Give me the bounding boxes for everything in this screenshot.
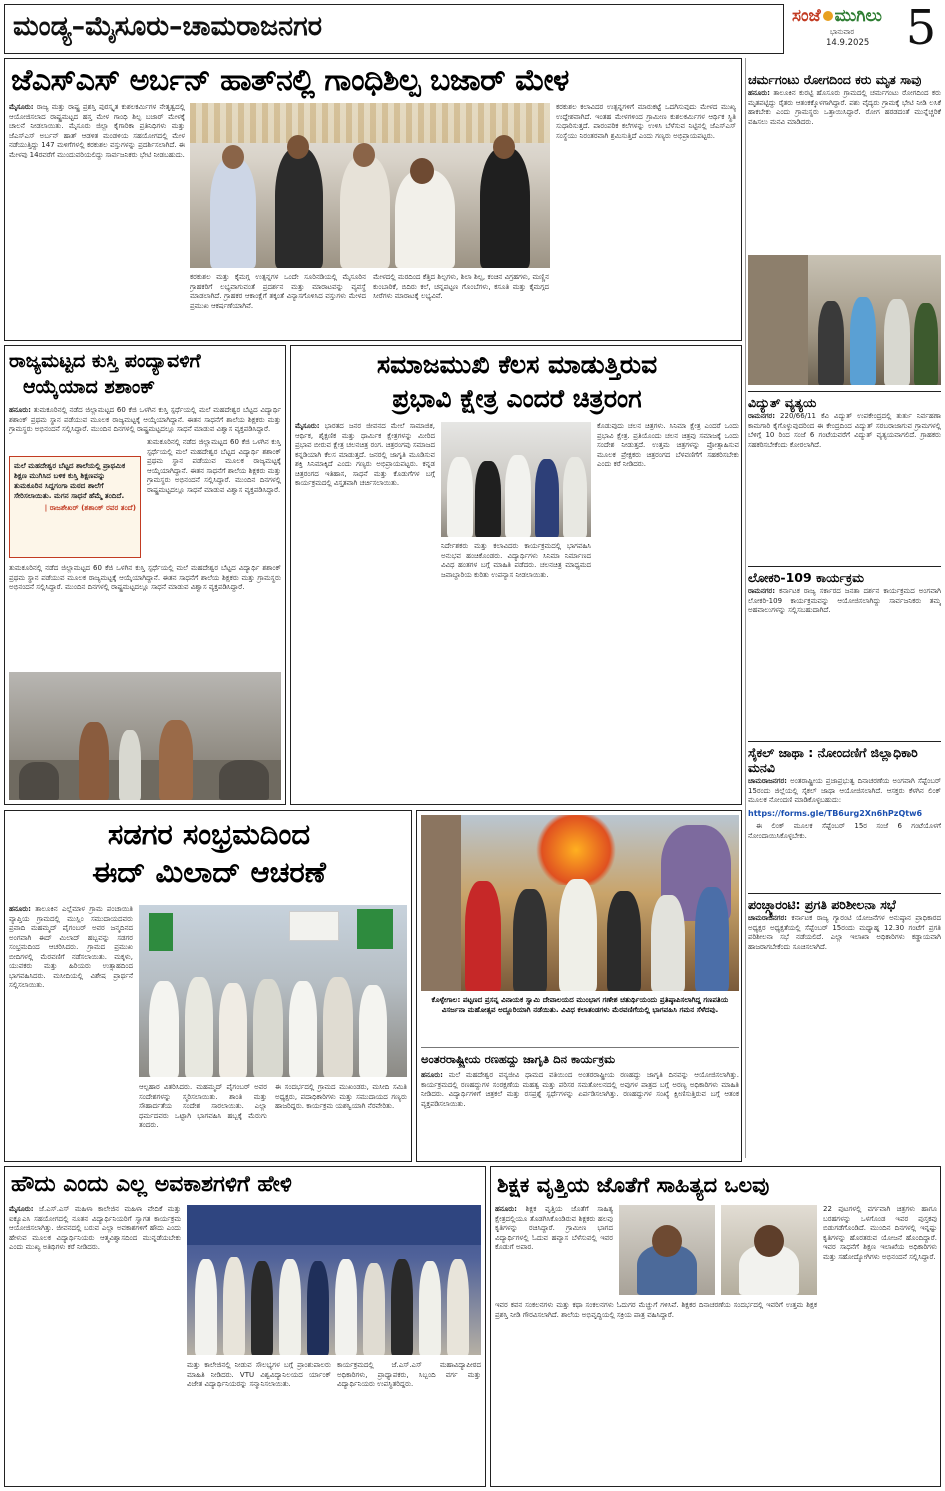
issue-date: 14.9.2025 [826, 38, 870, 48]
photo-teacher-portrait-2 [721, 1205, 817, 1295]
photo-villagers-with-dead-calf [748, 255, 941, 385]
body-text: ತುಮಕೂರಿನಲ್ಲಿ ನಡೆದ ಜಿಲ್ಲಾಮಟ್ಟದ 60 ಕೆಜಿ ಒಳಗಿನ ಕುಸ್ತಿ ಸ್ಪರ್ಧೆಯಲ್ಲಿ ಮಲೆ ಮಹದೇಶ್ವರ ಬೆಟ್ಟದ ವಿದ್ಯಾರ್ಥಿ ಶಶಾಂಕ್ ಪ್ರಥಮ ಸ್ಥಾನ ಪಡೆಯುವ ಮೂಲಕ ರಾಜ್ಯಮಟ್ಟಕ್ಕೆ ಆಯ್ಕೆಯಾಗಿದ್ದಾನೆ. ಈತನ ಸಾಧನೆಗೆ ಶಾಲೆಯ ಶಿಕ್ಷಕರು ಮತ್ತು ಗ್ರಾಮಸ್ಥರು ಅಭಿನಂದನೆ ಸಲ್ಲಿಸಿದ್ದಾರೆ. ಮುಂದಿನ ದಿನಗಳಲ್ಲಿ ರಾಷ್ಟ್ರಮಟ್ಟದಲ್ಲೂ ಸಾಧನೆ ಮಾಡುವ ವಿಶ್ವಾಸ ವ್ಯಕ್ತಪಡಿಸಿದ್ದಾರೆ. [9, 564, 281, 591]
story-eid-milad [4, 810, 412, 1162]
headline: ಅಂತರರಾಷ್ಟ್ರೀಯ ರಣಹದ್ದು ಜಾಗೃತಿ ದಿನ ಕಾರ್ಯಕ್ರಮ [421, 1052, 616, 1066]
story-col-2 [139, 1083, 267, 1157]
registration-link[interactable]: https://forms.gle/TB6urg2Xn6hPzQtw6 [748, 808, 923, 818]
story-col-2 [190, 273, 366, 337]
dateline: ರಾಮನಗರ: [748, 412, 776, 420]
body-text: ಭಾರತದ ಜನರ ಜೀವನದ ಮೇಲೆ ಸಾಮಾಜಿಕ, ಆರ್ಥಿಕ, ಶೈಕ್ಷಣಿಕ ಮತ್ತು ಧಾರ್ಮಿಕ ಕ್ಷೇತ್ರಗಳನ್ನು ಮೀರಿದ ಪ್ರಭಾವ ಬೀರುವ ಕ್ಷೇತ್ರ ಚಲನಚಿತ್ರ ರಂಗ. ಚಿತ್ರರಂಗವು ಸಮಾಜದ ಕನ್ನಡಿಯಾಗಿ ಕೆಲಸ ಮಾಡುತ್ತದೆ. ಜನರಲ್ಲಿ ಜಾಗೃತಿ ಮೂಡಿಸುವ ಶಕ್ತಿ ಸಿನಿಮಾಕ್ಕಿದೆ ಎಂದು ಗಣ್ಯರು ಅಭಿಪ್ರಾಯಪಟ್ಟರು. ಕನ್ನಡ ಚಿತ್ರರಂಗದ ಇತಿಹಾಸ, ಸಾಧನೆ ಮತ್ತು ಕೊಡುಗೆಗಳ ಬಗ್ಗೆ ಕಾರ್ಯಕ್ರಮದಲ್ಲಿ ವಿಸ್ತೃತವಾಗಿ ಚರ್ಚಿಸಲಾಯಿತು. [295, 422, 435, 487]
story-body-continued [9, 564, 281, 664]
brand-block [790, 4, 894, 54]
headline-line-2: ಆಯ್ಕೆಯಾದ ಶಶಾಂಕ್ [23, 376, 156, 398]
body-text: ಮಲೆ ಮಹದೇಶ್ವರ ವನ್ಯಜೀವಿ ಧಾಮದ ವತಿಯಿಂದ ಅಂತರರಾಷ್ಟ್ರೀಯ ರಣಹದ್ದು ಜಾಗೃತಿ ದಿನವನ್ನು ಆಯೋಜಿಸಲಾಗಿತ್ತು. ಕಾರ್ಯಕ್ರಮದಲ್ಲಿ ರಣಹದ್ದುಗಳ ಸಂರಕ್ಷಣೆಯ ಮಹತ್ವ ಮತ್ತು ಪರಿಸರ ಸಮತೋಲನದಲ್ಲಿ ಅವುಗಳ ಪಾತ್ರದ ಬಗ್ಗೆ ಅರಣ್ಯ ಅಧಿಕಾರಿಗಳು ಮಾಹಿತಿ ನೀಡಿದರು. ವಿದ್ಯಾರ್ಥಿಗಳಿಗೆ ಚಿತ್ರಕಲೆ ಮತ್ತು ರಸಪ್ರಶ್ನೆ ಸ್ಪರ್ಧೆಗಳನ್ನು ಏರ್ಪಡಿಸಲಾಗಿತ್ತು. ರಣಹದ್ದುಗಳ ಸಂಖ್ಯೆ ಕ್ಷೀಣಿಸುತ್ತಿರುವ ಬಗ್ಗೆ ಆತಂಕ ವ್ಯಕ್ತಪಡಿಸಲಾಯಿತು. [421, 1071, 739, 1108]
headline-line-1: ಸಮಾಜಮುಖಿ ಕೆಲಸ ಮಾಡುತ್ತಿರುವ [376, 350, 658, 379]
body-text: 220/66/11 ಕೆವಿ ವಿದ್ಯುತ್ ಉಪಕೇಂದ್ರದಲ್ಲಿ ತುರ್ತು ನಿರ್ವಹಣಾ ಕಾಮಗಾರಿ ಕೈಗೊಳ್ಳುವುದರಿಂದ ಈ ಕೇಂದ್ರದಿಂದ ವಿದ್ಯುತ್ ಸರಬರಾಜಾಗುವ ಗ್ರಾಮಗಳಲ್ಲಿ ಬೆಳಿಗ್ಗೆ 10 ರಿಂದ ಸಂಜೆ 6 ಗಂಟೆಯವರೆಗೆ ವಿದ್ಯುತ್ ವ್ಯತ್ಯಯವಾಗಲಿದೆ. ಗ್ರಾಹಕರು ಸಹಕರಿಸಬೇಕೆಂದು ಕೋರಲಾಗಿದೆ. [748, 412, 941, 449]
quote-text: ಮಲೆ ಮಹದೇಶ್ವರ ಬೆಟ್ಟದ ಶಾಲೆಯಲ್ಲಿ ಪ್ರಾಥಮಿಕ ಶಿಕ್ಷಣ ಮುಗಿಸಿದ ಬಳಿಕ ಕುಸ್ತಿ ಶಿಕ್ಷಣವನ್ನು ತುಮಕೂರಿನ ಸಿದ್ದಗಂಗಾ ಮಠದ ಶಾಲೆಗೆ ಸೇರಿಸಲಾಯಿತು. ಮಗನ ಸಾಧನೆ ಹೆಮ್ಮೆ ತಂದಿದೆ. [14, 461, 126, 500]
headline [9, 348, 281, 400]
photo-wrestlers [9, 672, 281, 800]
body-text: ನಿರ್ದೇಶಕರು ಮತ್ತು ಕಲಾವಿದರು ಕಾರ್ಯಕ್ರಮದಲ್ಲಿ ಭಾಗವಹಿಸಿ ಅನುಭವ ಹಂಚಿಕೊಂಡರು. ವಿದ್ಯಾರ್ಥಿಗಳು ಸಿನಿಮಾ ನಿರ್ಮಾಣದ ವಿವಿಧ ಹಂತಗಳ ಬಗ್ಗೆ ಮಾಹಿತಿ ಪಡೆದರು. ಚಲನಚಿತ್ರ ಮಾಧ್ಯಮದ ಜವಾಬ್ದಾರಿಯ ಕುರಿತು ಉಪನ್ಯಾಸ ನೀಡಲಾಯಿತು. [441, 542, 591, 579]
body-text: ಕರಕುಶಲ ಕಲಾವಿದರ ಉತ್ಪನ್ನಗಳಿಗೆ ಮಾರುಕಟ್ಟೆ ಒದಗಿಸುವುದು ಮೇಳದ ಮುಖ್ಯ ಉದ್ದೇಶವಾಗಿದೆ. ಇಂತಹ ಮೇಳಗಳಿಂದ ಗ್ರಾಮೀಣ ಕುಶಲಕರ್ಮಿಗಳ ಆರ್ಥಿಕ ಸ್ಥಿತಿ ಸುಧಾರಿಸುತ್ತದೆ. ಪಾರಂಪರಿಕ ಕಲೆಗಳನ್ನು ಉಳಿಸಿ ಬೆಳೆಸುವ ನಿಟ್ಟಿನಲ್ಲಿ ಜೆಎಸ್‌ಎಸ್ ಸಂಸ್ಥೆಯು ನಿರಂತರವಾಗಿ ಶ್ರಮಿಸುತ್ತಿದೆ ಎಂದು ಗಣ್ಯರು ಅಭಿಪ್ರಾಯಪಟ್ಟರು. [556, 103, 736, 140]
headline [295, 348, 739, 416]
dateline: ಚಾಮರಾಜನಗರ: [748, 914, 787, 922]
story-col-3 [823, 1205, 937, 1483]
dateline: ಹನೂರು: [9, 406, 31, 414]
headline: ಜೆಎಸ್‌ಎಸ್ ಅರ್ಬನ್ ಹಾತ್‌ನಲ್ಲಿ ಗಾಂಧಿಶಿಲ್ಪ ಬಜಾರ್ ಮೇಳ [11, 63, 569, 98]
body-text: ಆಲ್ಪಹಾರ ವಿತರಿಸಿದರು. ಮಹಮ್ಮದ್ ಪೈಗಂಬರ್ ಅವರ ಸಂದೇಶಗಳನ್ನು ಸ್ಮರಿಸಲಾಯಿತು. ಶಾಂತಿ ಮತ್ತು ಸೌಹಾರ್ದತೆಯ ಸಂದೇಶ ಸಾರಲಾಯಿತು. ಎಲ್ಲಾ ಧರ್ಮದವರು ಒಟ್ಟಾಗಿ ಭಾಗವಹಿಸಿ ಹಬ್ಬಕ್ಕೆ ಮೆರುಗು ತಂದರು. [139, 1083, 267, 1129]
body-text: ಕಾರ್ಯಕ್ರಮದಲ್ಲಿ ಜೆ.ಎಸ್.ಎಸ್ ಮಹಾವಿದ್ಯಾಪೀಠದ ಅಧಿಕಾರಿಗಳು, ಪ್ರಾಧ್ಯಾಪಕರು, ಸಿಬ್ಬಂದಿ ವರ್ಗ ಮತ್ತು ವಿದ್ಯಾರ್ಥಿನಿಯರು ಉಪಸ್ಥಿತರಿದ್ದರು. [337, 1361, 481, 1388]
headline: ಶಿಕ್ಷಕ ವೃತ್ತಿಯ ಜೊತೆಗೆ ಸಾಹಿತ್ಯದ ಒಲವು [497, 1173, 770, 1197]
story-col-1 [9, 103, 185, 337]
story-col-3 [275, 1083, 407, 1157]
brand-name-part2: ಮುಗಿಲು [834, 6, 882, 26]
body-text: ತಾಲೂಕಿನ ಕುರಟ್ಟಿ ಹೊಸೂರು ಗ್ರಾಮದಲ್ಲಿ ಚರ್ಮಗಂಟು ರೋಗದಿಂದ ಕರು ಮೃತಪಟ್ಟಿದ್ದು ರೈತರು ಆತಂಕಕ್ಕೊಳಗಾಗಿದ್ದಾರೆ. ಪಶು ವೈದ್ಯರು ಗ್ರಾಮಕ್ಕೆ ಭೇಟಿ ನೀಡಿ ಲಸಿಕೆ ಹಾಕಬೇಕು ಎಂದು ಗ್ರಾಮಸ್ಥರು ಒತ್ತಾಯಿಸಿದ್ದಾರೆ. ರೋಗ ಹರಡದಂತೆ ಮುನ್ನೆಚ್ಚರಿಕೆ ವಹಿಸಲು ಮನವಿ ಮಾಡಿದರು. [748, 89, 941, 126]
section-header [4, 4, 784, 54]
body-text: 22 ಪುಟಗಳಲ್ಲಿ ವರ್ಗವಾಗಿ ಚಿತ್ರಗಳು ಹಾಗೂ ಬರಹಗಳನ್ನು ಒಳಗೊಂಡ ಇವರ ಪುಸ್ತಕವು ಬಿಡುಗಡೆಗೊಂಡಿದೆ. ಮುಂದಿನ ದಿನಗಳಲ್ಲಿ ಇನ್ನಷ್ಟು ಕೃತಿಗಳನ್ನು ಹೊರತರುವ ಯೋಜನೆ ಹೊಂದಿದ್ದಾರೆ. ಇವರ ಸಾಧನೆಗೆ ಶಿಕ್ಷಣ ಇಲಾಖೆಯ ಅಧಿಕಾರಿಗಳು ಮತ್ತು ಸಹೋದ್ಯೋಗಿಗಳು ಅಭಿನಂದನೆ ಸಲ್ಲಿಸಿದ್ದಾರೆ. [823, 1205, 937, 1261]
body-text: ಕರಕುಶಲ ಮತ್ತು ಕೈಮಗ್ಗ ಉತ್ಪನ್ನಗಳ ಒಂದೇ ಸೂರಿನಡಿಯಲ್ಲಿ ಮೈಸೂರಿನ ಗ್ರಾಹಕರಿಗೆ ಲಭ್ಯವಾಗುವಂತೆ ಪ್ರದರ್ಶನ ಮತ್ತು ಮಾರಾಟವನ್ನು ವ್ಯವಸ್ಥೆ ಮಾಡಲಾಗಿದೆ. ಗ್ರಾಹಕರ ಆಕಾಂಕ್ಷೆಗೆ ತಕ್ಕಂತೆ ವಿನ್ಯಾಸಗೊಳಿಸಿದ ವಸ್ತುಗಳು ಮೇಳದ ಪ್ರಮುಖ ಆಕರ್ಷಣೆಯಾಗಿವೆ. [190, 273, 366, 310]
brief-heading-guarantee-review: ಪಂಚ್ಗ್ಯಾರಂಟಿ: ಪ್ರಗತಿ ಪರಿಶೀಲನಾ ಸಭೆ [748, 893, 941, 912]
story-col-3 [337, 1361, 481, 1483]
dateline: ಹನೂರು: [495, 1205, 517, 1213]
dateline: ಹನೂರು: [9, 905, 31, 913]
brief-heading-lokari: ಲೋಕರಿ-109 ಕಾರ್ಯಕ್ರಮ [748, 566, 941, 585]
dateline: ಹನೂರು: [748, 89, 770, 97]
story-body [421, 1071, 739, 1157]
brief-text [748, 914, 941, 1064]
headline-line-1: ರಾಜ್ಯಮಟ್ಟದ ಕುಸ್ತಿ ಪಂದ್ಯಾವಳಿಗೆ [9, 350, 201, 372]
body-text: ತುಮಕೂರಿನಲ್ಲಿ ನಡೆದ ಜಿಲ್ಲಾಮಟ್ಟದ 60 ಕೆಜಿ ಒಳಗಿನ ಕುಸ್ತಿ ಸ್ಪರ್ಧೆಯಲ್ಲಿ ಮಲೆ ಮಹದೇಶ್ವರ ಬೆಟ್ಟದ ವಿದ್ಯಾರ್ಥಿ ಶಶಾಂಕ್ ಪ್ರಥಮ ಸ್ಥಾನ ಪಡೆಯುವ ಮೂಲಕ ರಾಜ್ಯಮಟ್ಟಕ್ಕೆ ಆಯ್ಕೆಯಾಗಿದ್ದಾನೆ. ಈತನ ಸಾಧನೆಗೆ ಶಾಲೆಯ ಶಿಕ್ಷಕರು ಮತ್ತು ಗ್ರಾಮಸ್ಥರು ಅಭಿನಂದನೆ ಸಲ್ಲಿಸಿದ್ದಾರೆ. ಮುಂದಿನ ದಿನಗಳಲ್ಲಿ ರಾಷ್ಟ್ರಮಟ್ಟದಲ್ಲೂ ಸಾಧನೆ ಮಾಡುವ ವಿಶ್ವಾಸ ವ್ಯಕ್ತಪಡಿಸಿದ್ದಾರೆ. [9, 406, 281, 433]
dateline: ಮೈಸೂರು: [295, 422, 320, 430]
story-gandhi-shilpa-bazar [4, 58, 742, 341]
story-col-1 [295, 422, 435, 800]
photo-eid-procession [139, 905, 407, 1077]
body-text: ರಾಜ್ಯ ಮತ್ತು ರಾಷ್ಟ್ರ ಪ್ರಶಸ್ತಿ ಪುರಸ್ಕೃತ ಕುಶಲಕರ್ಮಿಗಳ ನೇತೃತ್ವದಲ್ಲಿ ಆಯೋಜಿಸಲಾದ ರಾಷ್ಟ್ರಮಟ್ಟದ ಹಸ್ತ ಮೇಳ ಗಾಂಧಿ ಶಿಲ್ಪ ಬಜಾರ್ ಮೇಳಕ್ಕೆ ಚಾಲನೆ ನೀಡಲಾಯಿತು. ಮೈಸೂರು ಜಿಲ್ಲಾ ಕೈಗಾರಿಕಾ ಪ್ರತಿನಿಧಿಗಳು ಮತ್ತು ಜೆಎಸ್‌ಎಸ್ ಅರ್ಬನ್ ಹಾತ್ ಆಡಳಿತ ಮಂಡಳಿಯ ಸಹಯೋಗದಲ್ಲಿ ಮೇಳ ನಡೆಯುತ್ತಿದ್ದು 147 ಮಳಿಗೆಗಳಲ್ಲಿ ಕರಕುಶಲ ವಸ್ತುಗಳನ್ನು ಪ್ರದರ್ಶಿಸಲಾಗಿದೆ. ಈ ಮೇಳವು 14ರವರೆಗೆ ಮುಂದುವರಿಯಲಿದ್ದು ಸಾರ್ವಜನಿಕರು ಭೇಟಿ ನೀಡಬಹುದು. [9, 103, 185, 159]
page-number: 5 [905, 0, 937, 56]
headline [9, 815, 409, 891]
brand-logo [792, 6, 882, 26]
body-text: ಜೆ.ಎಸ್.ಎಸ್ ಮಹಿಳಾ ಕಾಲೇಜಿನ ಮಹಿಳಾ ವೇದಿಕೆ ಮತ್ತು ಐಕ್ಯೂಎಸಿ ಸಹಯೋಗದಲ್ಲಿ ನೂತನ ವಿದ್ಯಾರ್ಥಿನಿಯರಿಗೆ ಸ್ವಾಗತ ಕಾರ್ಯಕ್ರಮ ಆಯೋಜಿಸಲಾಗಿತ್ತು. ಜೀವನದಲ್ಲಿ ಬರುವ ಎಲ್ಲಾ ಅವಕಾಶಗಳಿಗೆ ಹೌದು ಎಂದು ಹೇಳುವ ಮೂಲಕ ವಿದ್ಯಾರ್ಥಿನಿಯರು ಆತ್ಮವಿಶ್ವಾಸದಿಂದ ಮುನ್ನಡೆಯಬೇಕು ಎಂದು ಮುಖ್ಯ ಅತಿಥಿಗಳು ಕರೆ ನೀಡಿದರು. [9, 1205, 181, 1251]
body-text: ಅಂತರಾಷ್ಟ್ರೀಯ ಪ್ರಜಾಪ್ರಭುತ್ವ ದಿನಾಚರಣೆಯ ಅಂಗವಾಗಿ ಸೆಪ್ಟೆಂಬರ್ 15ರಂದು ಜಿಲ್ಲೆಯಲ್ಲಿ ಸೈಕಲ್ ಜಾಥಾ ಆಯೋಜಿಸಲಾಗಿದೆ. ಆಸಕ್ತರು ಕೆಳಗಿನ ಲಿಂಕ್ ಮೂಲಕ ನೋಂದಣಿ ಮಾಡಿಕೊಳ್ಳಬಹುದು: [748, 777, 941, 804]
dateline: ರಾಮನಗರ: [748, 587, 776, 595]
story-col-3 [597, 422, 739, 800]
photo-ganesha-procession [421, 815, 739, 991]
dateline: ಮೈಸೂರು: [9, 1205, 34, 1213]
body-text: ತುಮಕೂರಿನಲ್ಲಿ ನಡೆದ ಜಿಲ್ಲಾಮಟ್ಟದ 60 ಕೆಜಿ ಒಳಗಿನ ಕುಸ್ತಿ ಸ್ಪರ್ಧೆಯಲ್ಲಿ ಮಲೆ ಮಹದೇಶ್ವರ ಬೆಟ್ಟದ ವಿದ್ಯಾರ್ಥಿ ಶಶಾಂಕ್ ಪ್ರಥಮ ಸ್ಥಾನ ಪಡೆಯುವ ಮೂಲಕ ರಾಜ್ಯಮಟ್ಟಕ್ಕೆ ಆಯ್ಕೆಯಾಗಿದ್ದಾನೆ. ಈತನ ಸಾಧನೆಗೆ ಶಾಲೆಯ ಶಿಕ್ಷಕರು ಮತ್ತು ಗ್ರಾಮಸ್ಥರು ಅಭಿನಂದನೆ ಸಲ್ಲಿಸಿದ್ದಾರೆ. ಮುಂದಿನ ದಿನಗಳಲ್ಲಿ ರಾಷ್ಟ್ರಮಟ್ಟದಲ್ಲೂ ಸಾಧನೆ ಮಾಡುವ ವಿಶ್ವಾಸ ವ್ಯಕ್ತಪಡಿಸಿದ್ದಾರೆ. [147, 438, 281, 494]
sun-icon [823, 11, 833, 21]
right-sidebar [748, 58, 941, 1158]
body-text: ಕರ್ನಾಟಕ ರಾಜ್ಯ ಸರ್ಕಾರದ ಜನತಾ ದರ್ಶನ ಕಾರ್ಯಕ್ರಮದ ಅಂಗವಾಗಿ ಲೋಕರಿ-109 ಕಾರ್ಯಕ್ರಮವನ್ನು ಆಯೋಜಿಸಲಾಗಿದ್ದು ಸಾರ್ವಜನಿಕರು ತಮ್ಮ ಅಹವಾಲುಗಳನ್ನು ಸಲ್ಲಿಸಬಹುದಾಗಿದೆ. [748, 587, 941, 614]
headline-line-2: ಈದ್ ಮಿಲಾದ್ ಆಚರಣೆ [92, 855, 326, 889]
quote-attribution: | ರಾಜಶೇಖರ್ (ಶಶಾಂಕ್ ರವರ ತಂದೆ) [44, 503, 136, 512]
dateline: ಮೈಸೂರು: [9, 103, 34, 111]
story-col-2 [187, 1361, 331, 1483]
brand-name-part1: ಸಂಜೆ [792, 6, 821, 26]
story-say-yes-to-opportunities [4, 1166, 486, 1487]
story-cinema-influence [290, 345, 742, 805]
brief-text [748, 89, 941, 249]
section-title: ಮಂಡ್ಯ–ಮೈಸೂರು–ಚಾಮರಾಜನಗರ [13, 11, 323, 42]
story-col-2 [495, 1301, 817, 1483]
story-wrestling-selection [4, 345, 286, 805]
body-text: ಮತ್ತು ಕಾಲೇಜಿನಲ್ಲಿ ನೀಡುವ ಸೌಲಭ್ಯಗಳ ಬಗ್ಗೆ ಪ್ರಾಂಶುಪಾಲರು ಮಾಹಿತಿ ನೀಡಿದರು. VTU ವಿಶ್ವವಿದ್ಯಾನಿಲಯದ ರ್ಯಾಂಕ್ ವಿಜೇತ ವಿದ್ಯಾರ್ಥಿನಿಯರನ್ನು ಸನ್ಮಾನಿಸಲಾಯಿತು. [187, 1361, 331, 1388]
story-body [9, 406, 281, 434]
headline: ಹೌದು ಎಂದು ಎಲ್ಲ ಅವಕಾಶಗಳಿಗೆ ಹೇಳಿ [11, 1172, 292, 1197]
story-col-1 [9, 1205, 181, 1483]
brief-heading-lumpy-skin: ಚರ್ಮಗಂಟು ರೋಗದಿಂದ ಕರು ಮೃತ ಸಾವು [748, 72, 922, 87]
photo-felicitation-on-stage [187, 1205, 481, 1355]
body-text: ಈ ಲಿಂಕ್ ಮೂಲಕ ಸೆಪ್ಟೆಂಬರ್ 15ರ ಸಂಜೆ 6 ಗಂಟೆಯೊಳಗೆ ನೋಂದಾಯಿಸಿಕೊಳ್ಳಬೇಕು. [748, 822, 941, 840]
brief-heading-cycle-jatha: ಸೈಕಲ್ ಜಾಥಾ : ನೋಂದಣಿಗೆ ಜಿಲ್ಲಾಧಿಕಾರಿ ಮನವಿ [748, 741, 941, 775]
headline-line-1: ಸಡಗರ ಸಂಭ್ರಮದಿಂದ [107, 817, 311, 851]
body-text: ಕೊಡುವುದು ಚಲನ ಚಿತ್ರಗಳು. ಸಿನಿಮಾ ಕ್ಷೇತ್ರ ಎಂದರೆ ಒಂದು ಪ್ರಭಾವಿ ಕ್ಷೇತ್ರ. ಪ್ರತಿಯೊಂದು ಚಲನ ಚಿತ್ರವು ಸಮಾಜಕ್ಕೆ ಒಂದು ಸಂದೇಶ ನೀಡುತ್ತದೆ. ಉತ್ತಮ ಚಿತ್ರಗಳನ್ನು ಪ್ರೋತ್ಸಾಹಿಸುವ ಮೂಲಕ ಪ್ರೇಕ್ಷಕರು ಚಿತ್ರರಂಗದ ಬೆಳವಣಿಗೆಗೆ ಸಹಕರಿಸಬೇಕು ಎಂದು ಕರೆ ನೀಡಿದರು. [597, 422, 739, 468]
body-text: ಮೇಳದಲ್ಲಿ ಮರದಿಂದ ಕೆತ್ತಿದ ಶಿಲ್ಪಗಳು, ಶಿಲಾ ಶಿಲ್ಪ, ಕಂಚಿನ ವಿಗ್ರಹಗಳು, ಮಣ್ಣಿನ ಕುಂಬಾರಿಕೆ, ಬಿದಿರು ಕಲೆ, ಚನ್ನಪಟ್ಟಣ ಗೊಂಬೆಗಳು, ಕಸೂತಿ ಮತ್ತು ಕೈಮಗ್ಗದ ಸೀರೆಗಳು ಮಾರಾಟಕ್ಕೆ ಲಭ್ಯವಿವೆ. [373, 273, 549, 300]
story-col-1 [9, 905, 133, 1157]
story-col-1 [495, 1205, 613, 1295]
photo-lamp-lighting [441, 422, 591, 537]
photo-caption: ಕೊಳ್ಳೇಗಾಲ: ಪಟ್ಟಣದ ಪ್ರಸನ್ನ ವಿನಾಯಕ ಸ್ವಾಮಿ ದೇವಾಲಯದ ಮುಂಭಾಗ ಗಣೇಶ ಚತುರ್ಥಿಯಂದು ಪ್ರತಿಷ್ಠಾಪಿಸಲಾಗಿದ್ದ ಗಣಪತಿಯ ವಿಸರ್ಜನಾ ಮಹೋತ್ಸವ ಅದ್ದೂರಿಯಾಗಿ ನಡೆಯಿತು. ವಿವಿಧ ಕಲಾತಂಡಗಳು ಮೆರವಣಿಗೆಯಲ್ಲಿ ಭಾಗವಹಿಸಿ ಗಮನ ಸೆಳೆದವು. [431, 995, 729, 1014]
photo-teacher-portrait-1 [619, 1205, 715, 1295]
issue-day: ಭಾನುವಾರ [830, 28, 855, 36]
story-col-4 [556, 103, 736, 337]
brief-text [748, 587, 941, 737]
brief-text [748, 412, 941, 562]
body-text: ಕರ್ನಾಟಕ ರಾಜ್ಯ ಗ್ಯಾರಂಟಿ ಯೋಜನೆಗಳ ಅನುಷ್ಠಾನ ಪ್ರಾಧಿಕಾರದ ಅಧ್ಯಕ್ಷರ ಅಧ್ಯಕ್ಷತೆಯಲ್ಲಿ ಸೆಪ್ಟೆಂಬರ್ 15ರಂದು ಮಧ್ಯಾಹ್ನ 12.30 ಗಂಟೆಗೆ ಪ್ರಗತಿ ಪರಿಶೀಲನಾ ಸಭೆ ನಡೆಯಲಿದೆ. ಎಲ್ಲಾ ಇಲಾಖಾ ಅಧಿಕಾರಿಗಳು ಕಡ್ಡಾಯವಾಗಿ ಹಾಜರಾಗಬೇಕೆಂದು ಸೂಚಿಸಲಾಗಿದೆ. [748, 914, 941, 951]
story-ganesha-and-vulture-day [416, 810, 742, 1162]
dateline: ಹನೂರು: [421, 1071, 443, 1079]
body-text: ಇವರ ಕವನ ಸಂಕಲನಗಳು ಮತ್ತು ಕಥಾ ಸಂಕಲನಗಳು ಓದುಗರ ಮೆಚ್ಚುಗೆ ಗಳಿಸಿವೆ. ಶಿಕ್ಷಕರ ದಿನಾಚರಣೆಯ ಸಂದರ್ಭದಲ್ಲಿ ಇವರಿಗೆ ಉತ್ತಮ ಶಿಕ್ಷಕ ಪ್ರಶಸ್ತಿ ನೀಡಿ ಗೌರವಿಸಲಾಗಿದೆ. ಶಾಲೆಯ ಅಭಿವೃದ್ಧಿಯಲ್ಲಿ ಸಕ್ರಿಯ ಪಾತ್ರ ವಹಿಸಿದ್ದಾರೆ. [495, 1301, 817, 1319]
body-text: ಈ ಸಂದರ್ಭದಲ್ಲಿ ಗ್ರಾಮದ ಮುಖಂಡರು, ಮಸೀದಿ ಸಮಿತಿ ಅಧ್ಯಕ್ಷರು, ಪದಾಧಿಕಾರಿಗಳು ಮತ್ತು ಸಮುದಾಯದ ಗಣ್ಯರು ಹಾಜರಿದ್ದರು. ಕಾರ್ಯಕ್ರಮ ಯಶಸ್ವಿಯಾಗಿ ನೆರವೇರಿತು. [275, 1083, 407, 1110]
body-text: ತಾಲೂಕಿನ ಎಲ್ಲೆಮಾಳ ಗ್ರಾಮ ಪಂಚಾಯಿತಿ ವ್ಯಾಪ್ತಿಯ ಗ್ರಾಮದಲ್ಲಿ ಮುಸ್ಲಿಂ ಸಮುದಾಯದವರು ಪ್ರವಾದಿ ಮಹಮ್ಮದ್ ಪೈಗಂಬರ್ ಅವರ ಜನ್ಮದಿನದ ಅಂಗವಾಗಿ ಈದ್ ಮಿಲಾದ್ ಹಬ್ಬವನ್ನು ಸಡಗರ ಸಂಭ್ರಮದಿಂದ ಆಚರಿಸಿದರು. ಗ್ರಾಮದ ಪ್ರಮುಖ ಬೀದಿಗಳಲ್ಲಿ ಮೆರವಣಿಗೆ ನಡೆಸಲಾಯಿತು. ಮಕ್ಕಳು, ಯುವಕರು ಮತ್ತು ಹಿರಿಯರು ಉತ್ಸಾಹದಿಂದ ಭಾಗವಹಿಸಿದರು. ಮಸೀದಿಯಲ್ಲಿ ವಿಶೇಷ ಪ್ರಾರ್ಥನೆ ಸಲ್ಲಿಸಲಾಯಿತು. [9, 905, 133, 989]
body-text: ಶಿಕ್ಷಕ ವೃತ್ತಿಯ ಜೊತೆಗೆ ಸಾಹಿತ್ಯ ಕ್ಷೇತ್ರದಲ್ಲಿಯೂ ತೊಡಗಿಸಿಕೊಂಡಿರುವ ಶಿಕ್ಷಕರು ಹಲವು ಕೃತಿಗಳನ್ನು ರಚಿಸಿದ್ದಾರೆ. ಗ್ರಾಮೀಣ ಭಾಗದ ವಿದ್ಯಾರ್ಥಿಗಳಲ್ಲಿ ಓದುವ ಹವ್ಯಾಸ ಬೆಳೆಸುವಲ್ಲಿ ಇವರ ಕೊಡುಗೆ ಅಪಾರ. [495, 1205, 613, 1251]
story-col-2 [441, 542, 591, 800]
story-body-right [147, 438, 281, 558]
brief-heading-power-cut: ವಿದ್ಯುತ್ ವ್ಯತ್ಯಯ [748, 391, 941, 410]
headline-line-2: ಪ್ರಭಾವಿ ಕ್ಷೇತ್ರ ಎಂದರೆ ಚಿತ್ರರಂಗ [392, 384, 642, 413]
story-teacher-literature [490, 1166, 941, 1487]
story-col-3 [373, 273, 549, 337]
dateline: ಚಾಮರಾಜನಗರ: [748, 777, 787, 785]
brief-text [748, 777, 941, 889]
pull-quote [9, 456, 141, 558]
photo-dignitaries-at-bazar [190, 103, 550, 268]
